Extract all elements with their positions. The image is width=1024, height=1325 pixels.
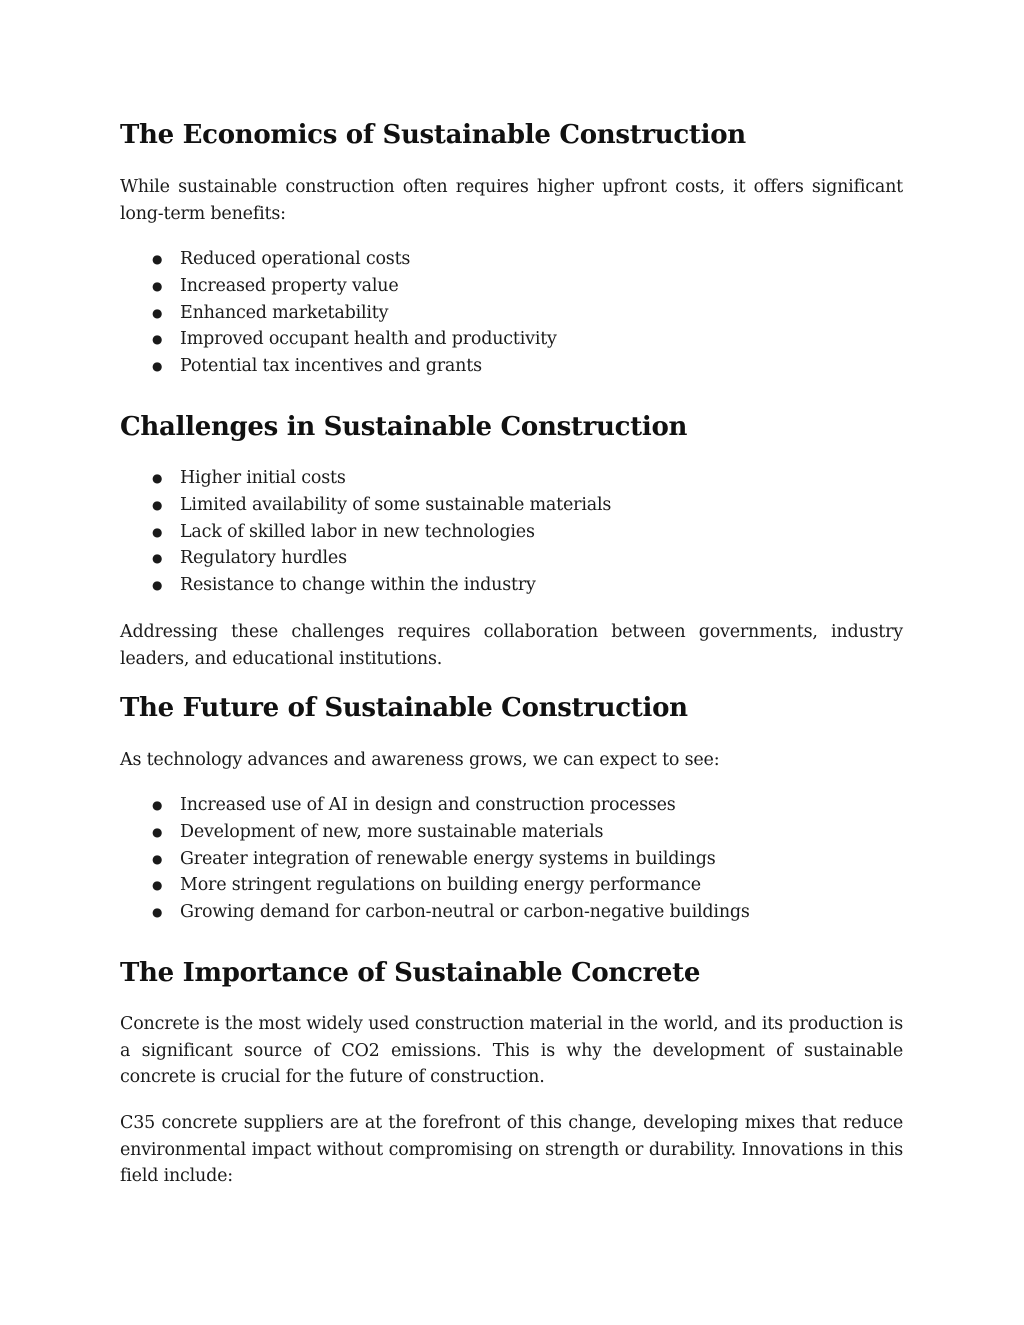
bullet-icon: ● — [152, 332, 163, 347]
list-item: ● Regulatory hurdles — [120, 545, 903, 572]
bullet-icon: ● — [152, 252, 163, 266]
challenges-list — [120, 465, 903, 599]
heading-economics: The Economics of Sustainable Construction — [120, 120, 746, 150]
bullet-icon: ● — [152, 878, 163, 893]
list-item: ● Resistance to change within the industry — [120, 572, 903, 599]
list-item: ● Limited availability of some sustainable materials — [120, 492, 903, 519]
bullet-icon: ● — [152, 798, 163, 812]
bullet-icon: ● — [152, 578, 163, 593]
economics-intro: While sustainable construction often requires higher upfront costs, it offers significant long-term benefits: — [120, 177, 903, 224]
list-item: ● Higher initial costs — [120, 465, 903, 492]
future-intro: As technology advances and awareness grows, we can expect to see: — [120, 750, 720, 770]
list-item: ● Lack of skilled labor in new technologies — [120, 519, 903, 546]
bullet-icon: ● — [152, 905, 163, 920]
bullet-icon: ● — [152, 851, 163, 866]
heading-future: The Future of Sustainable Construction — [120, 693, 688, 723]
bullet-icon: ● — [152, 278, 163, 293]
list-item: ● Increased property value — [120, 273, 903, 300]
bullet-icon: ● — [152, 824, 163, 839]
list-item: ● Development of new, more sustainable materials — [120, 819, 903, 846]
bullet-icon: ● — [152, 497, 163, 512]
concrete-paragraph-2: C35 concrete suppliers are at the forefront of this change, developing mixes that reduce environmental impact without compromising on strength or durability. Innovations in this field include: — [120, 1113, 903, 1186]
list-item: ● Improved occupant health and productivity — [120, 326, 903, 353]
list-item: ● Increased use of AI in design and construction processes — [120, 792, 903, 819]
list-item: ● Growing demand for carbon-neutral or carbon-negative buildings — [120, 899, 903, 926]
list-item: ● Potential tax incentives and grants — [120, 353, 903, 380]
bullet-icon: ● — [152, 359, 163, 374]
future-list — [120, 792, 903, 926]
heading-concrete: The Importance of Sustainable Concrete — [120, 958, 701, 988]
concrete-paragraph-1: Concrete is the most widely used construction material in the world, and its production is a significant source of CO2 emissions. This is why the development of sustainable concrete is crucial for the future of construction. — [120, 1014, 903, 1087]
list-item: ● Reduced operational costs — [120, 246, 903, 273]
bullet-icon: ● — [152, 471, 163, 485]
list-item: ● Enhanced marketability — [120, 300, 903, 327]
heading-challenges: Challenges in Sustainable Construction — [120, 412, 688, 442]
list-item: ● More stringent regulations on building energy performance — [120, 872, 903, 899]
bullet-icon: ● — [152, 524, 163, 539]
economics-list — [120, 246, 903, 380]
bullet-icon: ● — [152, 305, 163, 320]
bullet-icon: ● — [152, 551, 163, 566]
list-item: ● Greater integration of renewable energy systems in buildings — [120, 846, 903, 873]
challenges-closing: Addressing these challenges requires collaboration between governments, industry leaders, and educational institutions. — [120, 622, 903, 669]
